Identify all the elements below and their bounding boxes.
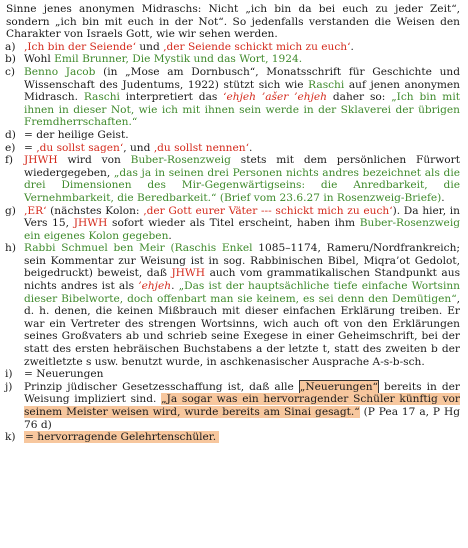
note-j: j) Prinzip jüdischer Gesetzesschaffung ist, daß alle „Neuerungen“ bereits in der Weisung impliziert sind. „Ja sogar was ein hervorragender Schüler künftig vor seinem Meister weisen wird, wurde bereits am Sinai gesagt.“ (P Pea 17 a, P Hg 76 d) [5,380,460,431]
note-b-label: b) [5,53,16,66]
note-j-label: j) [5,380,13,393]
note-f: f) JHWH wird von Buber-Rosenzweig stets mit dem persönlichen Fürwort wiedergegeben, „das ja in seinen drei Personen nichts andres bezeichnet als die drei Dimensionen des Mir-Gegenwärtigseins: die Anredbarkeit, die Vernehmbarkeit, die Beredbarkeit.“ (Brief vom 23.6.27 in Rosenzweig-Briefe). [5,154,460,204]
note-k [4,431,460,444]
intro-paragraph: Sinne jenes anonymen Midraschs: Nicht „ich bin da bei euch zu jeder Zeit“, sondern „ich bin mit euch in der Not“. So jedenfalls verstanden die Weisen den Charakter von Israels Gott, wie wir sehen werden. [6,3,460,41]
note-a-quote-1: ‚Ich bin der Seiende‘ [24,40,136,53]
note-h-ehjeh: ’ehjeh [138,280,172,293]
note-c-raschi-2: Raschi [83,91,120,104]
note-c-hebrew: ‘ehjeh ’ašer ’ehjeh [223,91,327,104]
note-a-quote-2: ‚der Seiende schickt mich zu euch‘ [163,40,351,53]
note-g-quote: ‚der Gott eurer Väter --- schickt mich zu euch‘ [143,204,393,217]
note-e-quote-2: ‚du sollst nennen‘ [153,141,249,154]
note-e-quote-1: ‚du sollst sagen‘ [36,141,124,154]
note-h-jhwh: JHWH [171,267,206,280]
note-g-er: ‚ER‘ [24,204,47,217]
note-d-label: d) [5,128,16,141]
note-f-jhwh: JHWH [24,154,58,167]
note-h: h) Rabbi Schmuel ben Meir (Raschis Enkel 1085–1174, Rameru/Nordfrankreich; sein Kommentar zur Weisung ist in sog. Rabbinischen Bibel, Miqra’ot Gedolot, beigedruckt) beweist, daß JHWH auch vom grammatikalischen Standpunkt aus nichts andres ist als ’ehjeh. „Das ist der hauptsächliche tiefe einfache Wortsinn dieser Bibelworte, doch offenbart man sie keinem, es sei denn den Demütigen“, d. h. denen, die keinen Mißbrauch mit dieser einfachen Erklärung treiben. Er war ein Vertreter des strengen Wortsinns, wich auch oft von den Erklärungen seines Großvaters ab und schrieb seine Exegese in einer Geheimschrift, bei der statt des ersten hebräischen Buchstabens a der letzte t, statt des zweiten b der zweitletzte s usw. benutzt wurde, in aschkenasischer Ausprache A-s-b-sch. [5,242,461,368]
note-f-label: f) [5,154,14,167]
note-c-quote: „Ich bin mit ihnen in dieser Not, wie ich mit ihnen sein werde in der Sklaverei der übrigen Fremdherrschaften.“ [24,91,460,129]
note-c-label: c) [5,65,16,78]
note-i: i) = Neuerungen [5,368,104,381]
note-i-label: i) [5,368,13,381]
note-h-quote: „Das ist der hauptsächliche tiefe einfache Wortsinn dieser Bibelworte, doch offenbart man sie keinem, es sei denn den Demütigen“ [24,280,460,305]
note-f-buber: Buber-Rosenzweig [130,154,231,167]
note-d: d) = der heilige Geist. [5,128,129,141]
note-c-raschi-1: Raschi [308,78,345,91]
note-g-buber: Buber-Rosenzweig ein eigenes Kolon gegeben [24,217,460,242]
note-g-jhwh: JHWH [73,217,108,230]
note-g: g) ‚ER‘ (nächstes Kolon: ‚der Gott eurer Väter --- schickt mich zu euch‘). Da hier, in Vers 15, JHWH sofort wieder als Titel erscheint, haben ihm Buber-Rosenzweig ein eigenes Kolon gegeben. [5,204,460,242]
note-c: c) Benno Jacob (in „Mose am Dornbusch“, Monatsschrift für Geschichte und Wissenschaft des Judentums, 1922) stützt sich wie Raschi auf jenen anonymen Midrasch. Raschi interpretiert das ‘ehjeh ’ašer ’ehjeh daher so: „Ich bin mit ihnen in dieser Not, wie ich mit ihnen sein werde in der Sklaverei der übrigen Fremdherrschaften.“ [5,65,461,129]
note-h-author: Rabbi Schmuel ben Meir (Raschis Enkel [24,242,253,255]
note-b: b) Wohl Emil Brunner, Die Mystik und das Wort, 1924. [5,53,303,66]
note-g-label: g) [5,204,16,217]
note-k-label: k) [5,431,16,444]
note-f-quote: „das ja in seinen drei Personen nichts andres bezeichnet als die drei Dimensionen des Mir-Gegenwärtigseins: die Anredbarkeit, die Vernehmbarkeit, die Beredbarkeit.“ (Brief vom 23.6.27 in Rosenzweig-Briefe) [24,166,460,204]
note-k-highlight: = hervorragende Gelehrtenschüler. [24,431,219,443]
note-e-label: e) [5,141,16,154]
note-h-label: h) [5,242,16,255]
note-c-author: Benno Jacob [24,65,96,78]
note-a-label: a) [5,40,16,53]
note-j-highlight-neuerungen: „Neuerungen“ [299,380,378,393]
note-b-reference: Emil Brunner, Die Mystik und das Wort, 1924. [54,53,303,66]
note-e: e) = ‚du sollst sagen‘, und ‚du sollst nennen‘. [5,141,253,154]
note-a: a) ‚Ich bin der Seiende‘ und ‚der Seiende schickt mich zu euch‘. [5,40,354,53]
note-j-highlight-quote: „Ja sogar was ein hervorragender Schüler künftig vor seinem Meister weisen wird, wurde bereits am Sinai gesagt.“ [24,393,460,418]
